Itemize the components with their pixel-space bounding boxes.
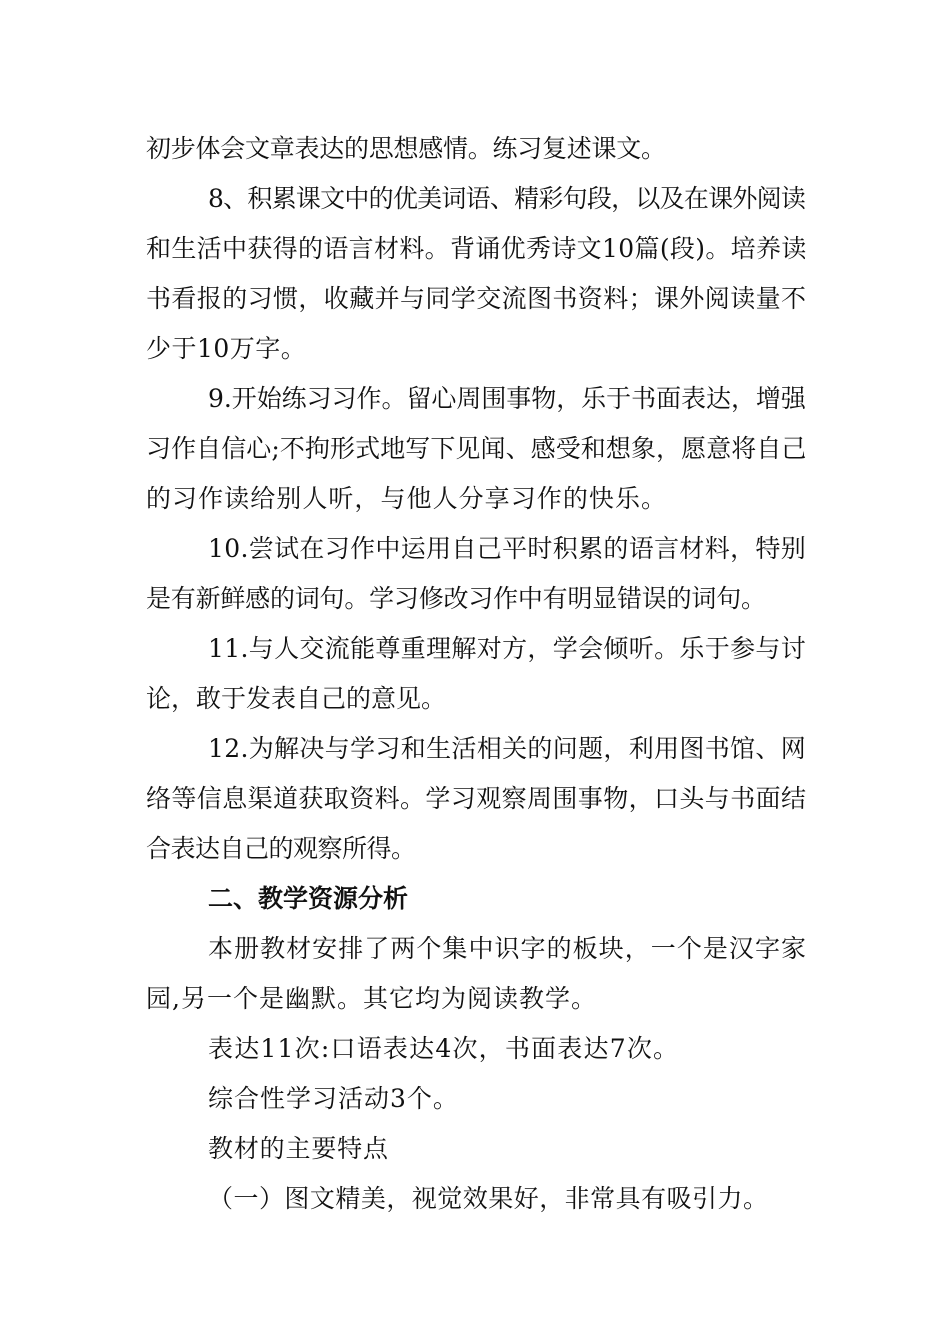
paragraph-line: 8、积累课文中的优美词语、精彩句段，以及在课外阅读 [208,184,806,213]
paragraph-line: 合表达自己的观察所得。 [146,834,416,863]
paragraph-line: 书看报的习惯，收藏并与同学交流图书资料；课外阅读量不 [146,284,807,313]
paragraph-line: 的习作读给别人听，与他人分享习作的快乐。 [146,484,668,513]
paragraph-line: 10.尝试在习作中运用自己平时积累的语言材料，特别 [208,534,807,563]
paragraph-line: 初步体会文章表达的思想感情。练习复述课文。 [146,134,666,163]
paragraph-line: 12.为解决与学习和生活相关的问题，利用图书馆、网 [208,734,807,763]
paragraph-line: 本册教材安排了两个集中识字的板块，一个是汉字家 [208,934,808,963]
paragraph-line: 少于10万字。 [146,334,307,363]
paragraph-line: 论，敢于发表自己的意见。 [146,684,447,713]
expression-count-line: 表达11次:口语表达4次，书面表达7次。 [208,1034,680,1063]
features-title: 教材的主要特点 [208,1134,389,1163]
paragraph-line: 园,另一个是幽默。其它均为阅读教学。 [146,984,597,1013]
section-heading: 二、教学资源分析 [208,884,409,913]
paragraph-line: 是有新鲜感的词句。学习修改习作中有明显错误的词句。 [146,584,766,613]
paragraph-line: 11.与人交流能尊重理解对方，学会倾听。乐于参与讨 [208,634,807,663]
paragraph-line: 习作自信心;不拘形式地写下见闻、感受和想象，愿意将自己 [146,434,807,463]
activities-count-line: 综合性学习活动3个。 [208,1084,459,1113]
feature-item: （一）图文精美，视觉效果好，非常具有吸引力。 [208,1184,769,1213]
paragraph-line: 9.开始练习习作。留心周围事物，乐于书面表达，增强 [208,384,806,413]
paragraph-line: 络等信息渠道获取资料。学习观察周围事物，口头与书面结 [146,784,807,813]
paragraph-line: 和生活中获得的语言材料。背诵优秀诗文10篇(段)。培养读 [146,234,807,263]
